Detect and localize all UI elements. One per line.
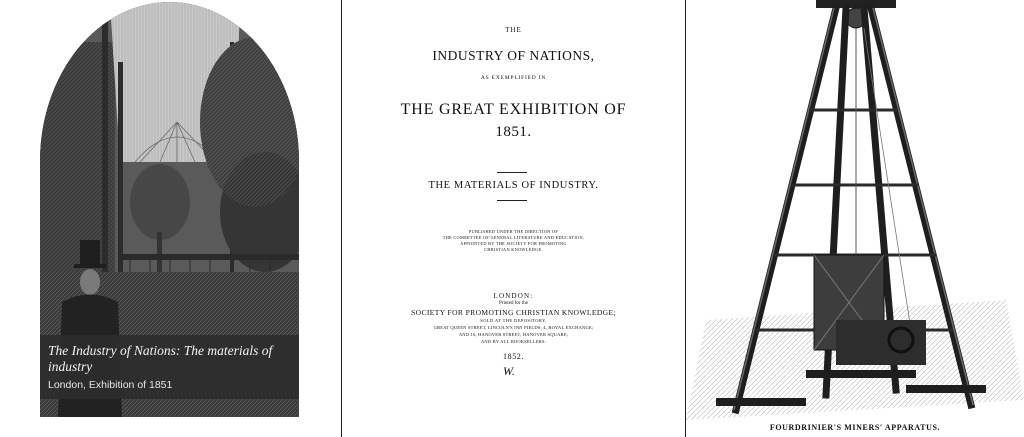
cover-caption (40, 335, 299, 399)
published-line: PUBLISHED UNDER THE DIRECTION OF (468, 229, 559, 234)
imprint-address-line: GREAT QUEEN STREET, LINCOLN'S INN FIELDS; 4, ROYAL EXCHANGE; (433, 325, 594, 330)
apparatus-panel[interactable] (686, 0, 1024, 437)
imprint-sold-at: SOLD AT THE DEPOSITORY, (480, 318, 547, 323)
illustration-caption: FOURDRINIER'S MINERS' APPARATUS. (769, 423, 941, 432)
published-line: THE COMMITTEE OF GENERAL LITERATURE AND EDUCATION, (442, 235, 585, 240)
miners-apparatus-engraving (686, 0, 1024, 420)
title-page-panel[interactable] (342, 0, 685, 437)
title-great-exhibition: THE GREAT EXHIBITION OF (400, 101, 627, 118)
published-line: CHRISTIAN KNOWLEDGE. (484, 247, 543, 252)
title-industry: INDUSTRY OF NATIONS, (432, 48, 595, 63)
title-the: THE (505, 26, 522, 34)
title-exemplified: AS EXEMPLIFIED IN (480, 75, 547, 81)
imprint-society: SOCIETY FOR PROMOTING CHRISTIAN KNOWLEDGE; (411, 308, 616, 317)
imprint-address-line: AND BY ALL BOOKSELLERS. (480, 339, 547, 344)
title-materials: THE MATERIALS OF INDUSTRY. (428, 180, 599, 191)
rule-divider (497, 172, 527, 173)
imprint-address-line: AND 16, HANOVER STREET, HANOVER SQUARE; (458, 332, 569, 337)
handwritten-mark: W. (503, 364, 515, 378)
published-line: APPOINTED BY THE SOCIETY FOR PROMOTING (460, 241, 567, 246)
rule-divider (497, 200, 527, 201)
imprint-printed-for: Printed for the (499, 301, 528, 306)
title-year: 1851. (495, 124, 532, 140)
book-author[interactable]: London, Exhibition of 1851 (48, 379, 173, 391)
book-cover-panel[interactable] (0, 0, 341, 437)
imprint-london: LONDON: (493, 292, 534, 300)
imprint-date: 1852. (503, 352, 524, 361)
book-title[interactable]: The Industry of Nations: The materials of industry (48, 343, 273, 374)
